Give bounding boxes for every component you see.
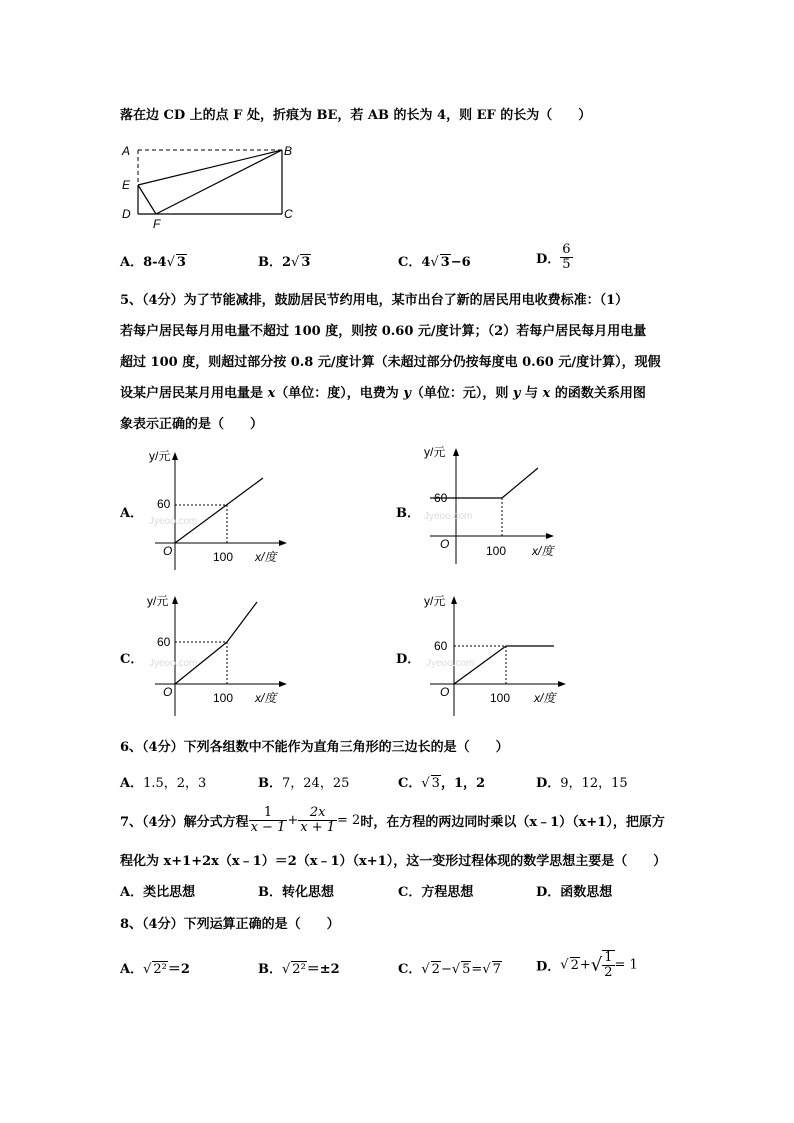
q5-option-b-label[interactable]: B． — [396, 506, 420, 521]
q4-option-a[interactable]: A．8-4√ 3 — [120, 255, 186, 270]
q4-label-C: C — [284, 207, 293, 221]
graph-d-x-tick: 100 — [490, 691, 511, 705]
q6-option-d[interactable]: D．9，12，15 — [536, 776, 628, 791]
q5-option-c-label[interactable]: C． — [120, 652, 144, 667]
graph-a-origin: O — [163, 544, 173, 558]
q8-option-b[interactable]: B．√ 2²＝±2 — [258, 962, 340, 977]
graph-c-origin: O — [163, 685, 173, 699]
q6-option-b[interactable]: B．7，24，25 — [258, 776, 350, 791]
graph-d-y-tick: 60 — [434, 639, 448, 653]
q4-edge-EB — [138, 150, 282, 185]
q4-label-F: F — [153, 217, 161, 231]
q5-line-1: 5、（4分）为了节能减排，鼓励居民节约用电，某市出台了新的居民用电收费标准：（1） — [120, 293, 629, 308]
q7-option-b[interactable]: B．转化思想 — [258, 885, 335, 900]
graph-c-x-axis-label: x/度 — [255, 691, 277, 705]
q6-option-a[interactable]: A．1.5，2，3 — [120, 776, 207, 791]
q5-graph-d[interactable] — [420, 590, 580, 718]
graph-b-y-tick: 60 — [434, 491, 448, 505]
graph-a-y-axis-label: y/元 — [149, 449, 171, 463]
graph-a-x-axis-label: x/度 — [255, 550, 277, 564]
graph-c-watermark: Jyeoo.com — [149, 658, 198, 669]
q8-option-c[interactable]: C．√ 2−√ 5=√ 7 — [398, 962, 501, 977]
q5-option-a-label[interactable]: A． — [120, 506, 144, 521]
graph-b-y-axis-label: y/元 — [424, 445, 446, 459]
graph-b-rising-line — [502, 468, 538, 498]
graph-b-x-axis-label: x/度 — [532, 544, 554, 558]
graph-c-y-axis-label: y/元 — [147, 594, 169, 608]
q7-option-a[interactable]: A．类比思想 — [120, 885, 196, 900]
q7-line-1: 7、（4分）解分式方程 $\frac{1}{x - 1}$ + $\frac{2x}{x + 1}$ = 2时，在方程的两边同时乘以（x﹣1）（x+1），把原方 — [120, 805, 665, 835]
graph-a-x-tick: 100 — [213, 550, 234, 564]
graph-a-line — [175, 478, 263, 543]
q8-stem: 8、（4分）下列运算正确的是（ ） — [120, 917, 340, 932]
graph-c-x-tick: 100 — [213, 691, 234, 705]
q4-option-d[interactable]: D． $\frac{6}{5}$ — [536, 242, 571, 272]
q6-option-c[interactable]: C．√ 3，1，2 — [398, 776, 486, 791]
q8-option-a[interactable]: A．√ 2²＝2 — [120, 962, 190, 977]
q5-line-3: 超过 100 度，则超过部分按 0.8 元/度计算（未超过部分仍按每度电 0.60 元/度计算），现假 — [120, 355, 661, 370]
q4-rectangle-figure — [116, 140, 306, 232]
graph-d-watermark: Jyeoo.com — [426, 658, 475, 669]
q5-graph-c[interactable] — [145, 590, 300, 718]
graph-d-x-axis-label: x/度 — [534, 691, 556, 705]
q5-graph-a[interactable] — [145, 446, 300, 571]
q4-label-E: E — [122, 178, 131, 192]
graph-b-origin: O — [440, 537, 450, 551]
q4-label-A: A — [122, 144, 131, 158]
graph-b-x-tick: 100 — [486, 544, 507, 558]
graph-d-y-axis-label: y/元 — [424, 594, 446, 608]
q4-label-D: D — [122, 207, 131, 221]
graph-c-segment-2 — [227, 602, 257, 642]
q4-stem-tail: 落在边 CD 上的点 F 处，折痕为 BE，若 AB 的长为 4，则 EF 的长为（ ） — [120, 108, 592, 123]
graph-b-watermark: Jyeoo.com — [424, 511, 473, 522]
q5-graph-b[interactable] — [420, 440, 575, 565]
q7-line-2: 程化为 x+1+2x（x﹣1）＝2（x﹣1）（x+1），这一变形过程体现的数学思想主要是（ ） — [120, 854, 667, 869]
graph-a-watermark: Jyeoo.com — [149, 516, 198, 527]
graph-c-y-tick: 60 — [157, 635, 171, 649]
q6-stem: 6、（4分）下列各组数中不能作为直角三角形的三边长的是（ ） — [120, 740, 509, 755]
graph-d-origin: O — [440, 685, 450, 699]
q4-edge-BF — [156, 150, 282, 214]
graph-a-y-tick: 60 — [157, 497, 171, 511]
q5-line-2: 若每户居民每月用电量不超过 100 度，则按 0.60 元/度计算；（2）若每户居民每月用电量 — [120, 324, 647, 339]
q7-option-c[interactable]: C．方程思想 — [398, 885, 474, 900]
q4-option-c[interactable]: C．4√ 3−6 — [398, 255, 471, 270]
q7-option-d[interactable]: D．函数思想 — [536, 885, 613, 900]
q5-option-d-label[interactable]: D． — [396, 652, 421, 667]
q4-edge-EF — [138, 185, 156, 214]
q4-label-B: B — [284, 144, 293, 158]
q5-line-5: 象表示正确的是（ ） — [120, 417, 264, 432]
q4-option-b[interactable]: B．2√ 3 — [258, 255, 311, 270]
q5-line-4: 设某户居民某月用电量是 x（单位：度），电费为 y（单位：元），则 y 与 x 的函数关系用图 — [120, 386, 646, 401]
q8-option-d[interactable]: D．√ 2+√ $\frac{1}{2}$ = 1 — [536, 950, 638, 980]
